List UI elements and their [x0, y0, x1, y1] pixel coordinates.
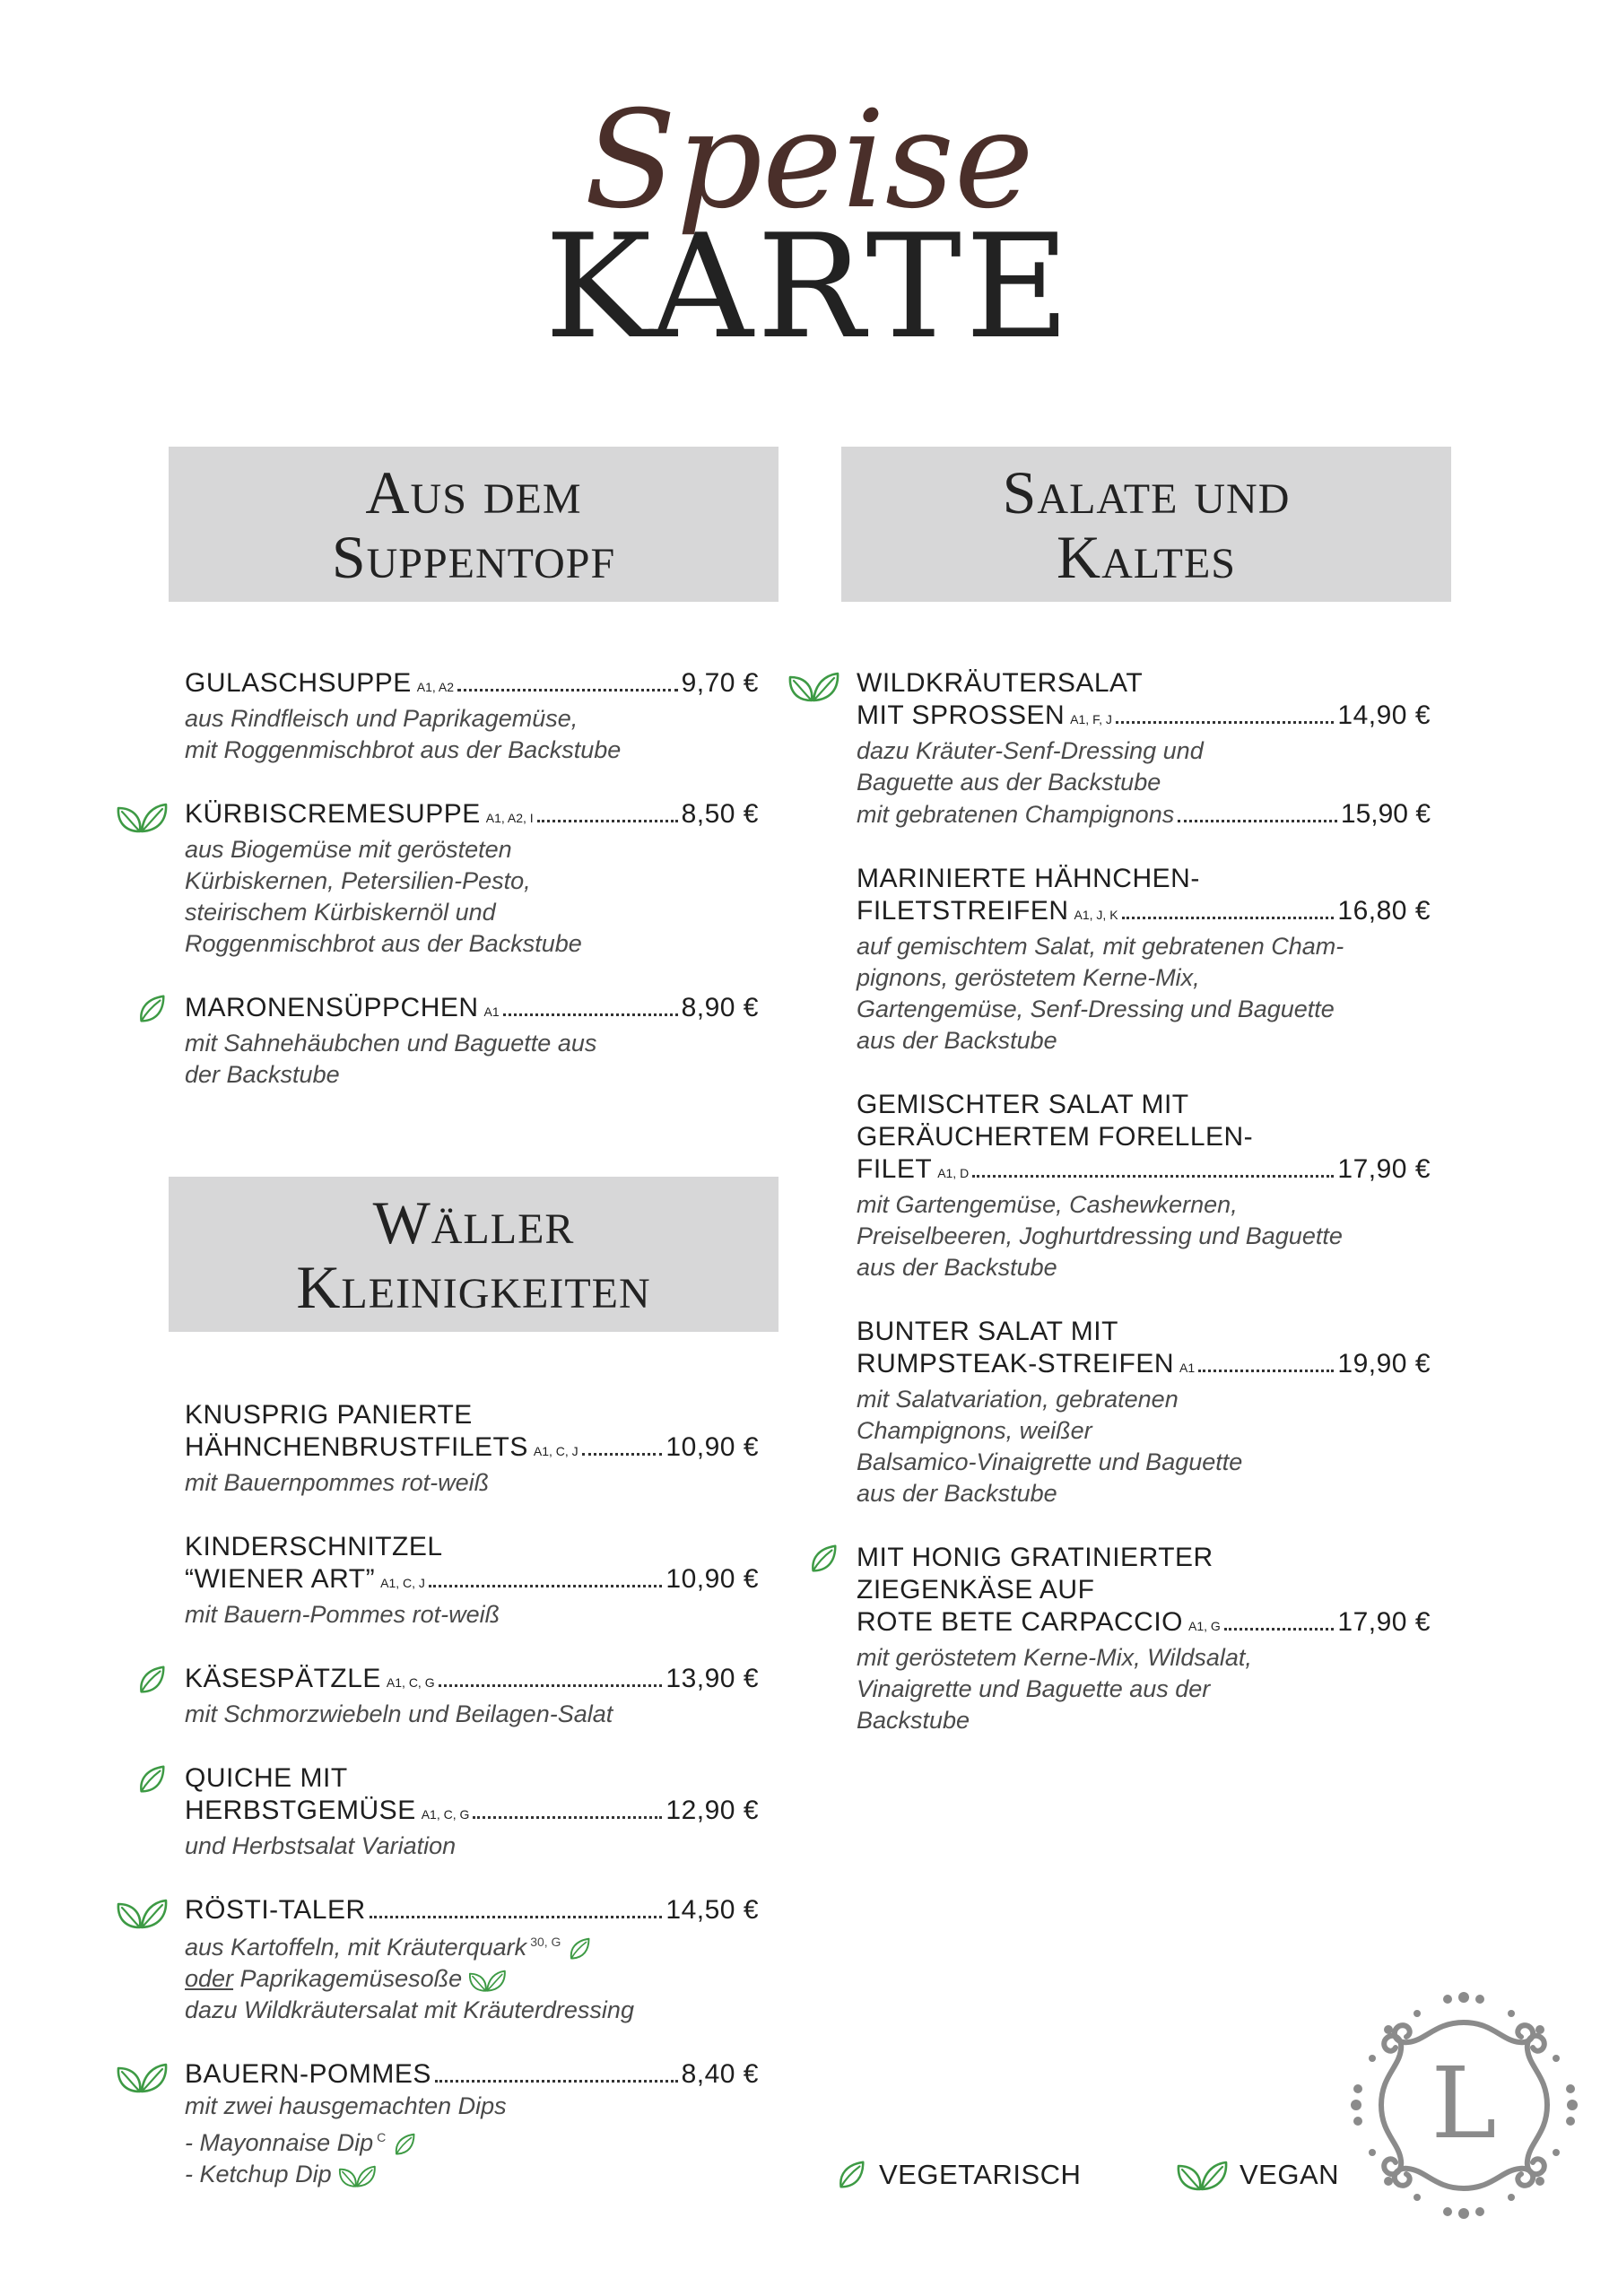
salad-menu: [857, 667, 1431, 1769]
item-price: 14,50 €: [665, 1895, 759, 1925]
vegan-icon: [787, 667, 840, 705]
item-name: GULASCHSUPPE: [185, 668, 412, 698]
item-price: 12,90 €: [665, 1796, 759, 1825]
menu-item-kinderschnitzel: [185, 1531, 759, 1631]
item-name: ROTE BETE CARPACCIO: [857, 1607, 1183, 1637]
item-allergens: A1, D: [937, 1166, 970, 1180]
item-price: 14,90 €: [1337, 700, 1431, 730]
vegetarian-icon: [834, 2158, 868, 2192]
menu-item-bauern-pommes: [185, 2058, 759, 2190]
item-allergens: A1, C, J: [533, 1444, 578, 1458]
item-price: 17,90 €: [1337, 1607, 1431, 1637]
item-name: KÄSESPÄTZLE: [185, 1664, 381, 1693]
item-name-pre: KNUSPRIG PANIERTE: [185, 1400, 473, 1430]
vegetarian-icon: [135, 992, 169, 1026]
item-name-pre: WILDKRÄUTERSALAT: [857, 668, 1144, 698]
item-name-pre: MIT HONIG GRATINIERTER: [857, 1543, 1214, 1572]
item-option-price: 15,90 €: [1340, 799, 1431, 829]
item-name-pre2: GERÄUCHERTEM FORELLEN-: [857, 1122, 1254, 1152]
item-allergens: A1, C, G: [386, 1675, 435, 1690]
menu-item-ziegenkaese: [857, 1542, 1431, 1736]
vegan-icon: [115, 1894, 169, 1932]
section-header-soup: [169, 447, 779, 602]
item-description: mit Bauernpommes rot-weiß: [185, 1469, 490, 1496]
section-salad-line1: Salate und: [1002, 457, 1291, 526]
item-allergens: A1, G: [1188, 1619, 1221, 1633]
item-description: dazu Kräuter-Senf-Dressing und Baguette aus der Backstube: [857, 737, 1204, 796]
item-description: aus Rindfleisch und Paprikagemüse, mit Roggenmischbrot aus der Backstube: [185, 705, 622, 763]
menu-item-kuerbiscremesuppe: [185, 798, 759, 960]
item-description: und Herbstsalat Variation: [185, 1832, 457, 1859]
soup-menu: [185, 667, 759, 1123]
item-allergens: A1, A2: [416, 680, 455, 694]
item-name: HÄHNCHENBRUSTFILETS: [185, 1432, 528, 1462]
menu-item-maronensueppchen: [185, 992, 759, 1091]
legend-vegetarian-label: VEGETARISCH: [879, 2159, 1082, 2190]
item-price: 8,40 €: [681, 2059, 759, 2089]
item-name: “WIENER ART”: [185, 1564, 376, 1594]
item-allergens: A1: [483, 1004, 500, 1019]
vegan-icon: [115, 2058, 169, 2096]
section-soup-line2: Suppentopf: [331, 522, 616, 591]
menu-item-haehnchenbrustfilets: [185, 1399, 759, 1499]
item-allergens: A1, C, J: [380, 1576, 425, 1590]
legend-vegan: [1175, 2148, 1339, 2202]
menu-item-rumpsteak-streifen: [857, 1316, 1431, 1509]
title-script-text: Speise: [584, 83, 1034, 239]
vegetarian-icon: [566, 1935, 593, 1962]
item-description: mit Schmorzwiebeln und Beilagen-Salat: [185, 1700, 613, 1727]
item-price: 19,90 €: [1337, 1349, 1431, 1378]
item-description: mit geröstetem Kerne-Mix, Wildsalat, Vinaigrette und Baguette aus der Backstube: [857, 1644, 1252, 1734]
vegetarian-icon: [135, 1663, 169, 1697]
item-price: 13,90 €: [665, 1664, 759, 1693]
item-name-pre: GEMISCHTER SALAT MIT: [857, 1090, 1189, 1119]
section-salad-line2: Kaltes: [1056, 522, 1237, 591]
item-option: mit gebratenen Champignons 15,90 €: [857, 799, 1431, 829]
item-description: aus Kartoffeln, mit Kräuterquark $^{30, G}$ oder Paprikagemüsesoße dazu Wildkräutersalat mit Kräuterdressing: [185, 1934, 634, 2023]
menu-item-roesti-taler: [185, 1894, 759, 2026]
menu-item-haehnchen-filetstreifen: [857, 863, 1431, 1057]
item-description: aus Biogemüse mit gerösteten Kürbiskernen, Petersilien-Pesto, steirischem Kürbiskernöl und Roggenmischbrot aus der Backstube: [185, 836, 582, 957]
item-name: FILETSTREIFEN: [857, 896, 1069, 926]
legend-vegan-label: VEGAN: [1240, 2159, 1340, 2190]
menu-item-forellenfilet: [857, 1089, 1431, 1283]
item-name-pre: KINDERSCHNITZEL: [185, 1532, 443, 1561]
item-name: RÖSTI-TALER: [185, 1895, 366, 1925]
item-name: FILET: [857, 1154, 933, 1184]
menu-item-wildkraeutersalat: [857, 667, 1431, 831]
item-allergens: A1, J, K: [1074, 908, 1118, 922]
section-header-small: [169, 1177, 779, 1332]
vegan-icon: [337, 2162, 377, 2189]
item-name: KÜRBISCREMESUPPE: [185, 799, 481, 829]
item-price: 10,90 €: [665, 1432, 759, 1462]
item-name: BAUERN-POMMES: [185, 2059, 431, 2089]
item-description: mit Gartengemüse, Cashewkernen, Preiselbeeren, Joghurtdressing und Baguette aus der Backstube: [857, 1191, 1343, 1281]
menu-item-gulaschsuppe: [185, 667, 759, 766]
item-name: MARONENSÜPPCHEN: [185, 993, 479, 1022]
item-name-pre: QUICHE MIT: [185, 1763, 348, 1793]
item-name-pre: MARINIERTE HÄHNCHEN-: [857, 864, 1200, 893]
section-small-line2: Kleinigkeiten: [296, 1252, 651, 1321]
item-description: mit Sahnehäubchen und Baguette aus der Backstube: [185, 1030, 597, 1088]
page-title: KARTE: [544, 203, 1074, 370]
item-price: 17,90 €: [1337, 1154, 1431, 1184]
item-description: mit Bauern-Pommes rot-weiß: [185, 1601, 500, 1628]
vegetarian-icon: [135, 1762, 169, 1796]
item-price: 8,90 €: [681, 993, 759, 1022]
vegan-icon: [467, 1967, 507, 1994]
item-allergens: A1, C, G: [421, 1807, 470, 1822]
item-allergens: A1, F, J: [1070, 712, 1112, 726]
item-price: 9,70 €: [681, 668, 759, 698]
small-dishes-menu: [185, 1399, 759, 2222]
menu-item-kaesespaetzle: [185, 1663, 759, 1730]
section-header-salad: [841, 447, 1451, 602]
section-small-line1: Wäller: [372, 1187, 575, 1257]
item-price: 16,80 €: [1337, 896, 1431, 926]
item-description: mit Salatvariation, gebratenen Champignons, weißer Balsamico-Vinaigrette und Baguette aus der Backstube: [857, 1386, 1243, 1507]
item-name-pre2: ZIEGENKÄSE AUF: [857, 1575, 1095, 1605]
vegan-icon: [115, 798, 169, 836]
vegan-icon: [1175, 2156, 1229, 2194]
item-allergens: A1: [1179, 1361, 1196, 1375]
legend-vegetarian: [834, 2148, 1081, 2202]
item-name: HERBSTGEMÜSE: [185, 1796, 416, 1825]
item-allergens: A1, A2, I: [485, 811, 534, 825]
vegetarian-icon: [806, 1542, 840, 1576]
logo-letter: L: [1431, 2046, 1497, 2161]
item-description: mit zwei hausgemachten Dips - Mayonnaise Dip $^C$ - Ketchup Dip: [185, 2092, 507, 2187]
item-price: 8,50 €: [681, 799, 759, 829]
vegetarian-icon: [391, 2131, 418, 2158]
section-soup-line1: Aus dem: [365, 457, 582, 526]
item-name-pre: BUNTER SALAT MIT: [857, 1317, 1118, 1346]
item-price: 10,90 €: [665, 1564, 759, 1594]
menu-item-quiche: [185, 1762, 759, 1862]
ornament-logo-icon: [1345, 1987, 1583, 2224]
item-name: MIT SPROSSEN: [857, 700, 1066, 730]
item-description: auf gemischtem Salat, mit gebratenen Cham- pignons, geröstetem Kerne-Mix, Gartengemüse, Senf-Dressing und Baguette aus der Backstube: [857, 933, 1344, 1054]
item-name: RUMPSTEAK-STREIFEN: [857, 1349, 1175, 1378]
